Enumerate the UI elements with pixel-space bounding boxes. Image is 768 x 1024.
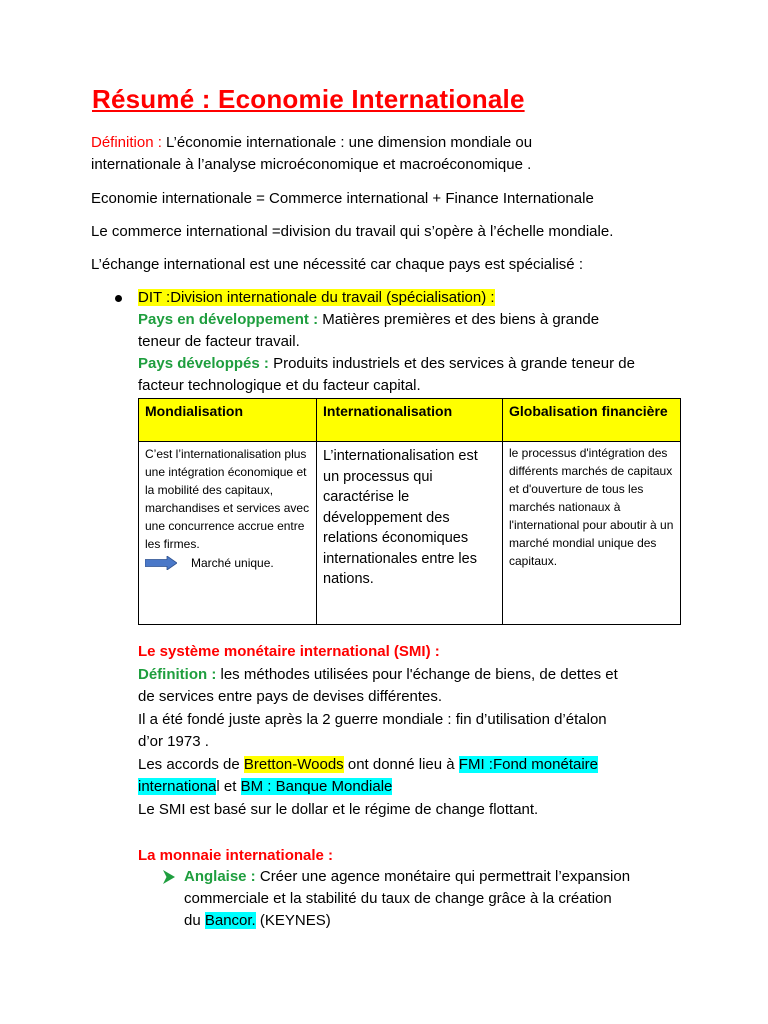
accords-middle: ont donné lieu à: [343, 756, 459, 773]
anglaise-text-2: commerciale et la stabilité du taux de change grâce à la création: [184, 890, 612, 907]
marche-unique-row: [145, 554, 310, 572]
cell-globalisation: le processus d'intégration des différents marchés de capitaux et d'ouverture de tous les marchés nationaux à l'international pour aboutir à un marché mondial unique des capitaux.: [503, 442, 681, 625]
accords-l: l: [216, 778, 220, 795]
pays-developpement-text-1: Matières premières et des biens à grande: [318, 311, 600, 328]
mondialisation-text: C’est l’internationalisation plus une intégration économique et la mobilité des capitaux, marchandises et services avec une concurrence accrue entre les firmes.: [145, 447, 310, 551]
bullet-dot-icon: [115, 295, 122, 302]
formula-line: Economie internationale = Commerce international + Finance Internationale: [91, 190, 594, 207]
monnaie-heading: [138, 845, 678, 867]
commerce-line: Le commerce international =division du travail qui s’opère à l’échelle mondiale.: [91, 223, 614, 240]
fmi-highlight: FMI :Fond monétaire: [458, 756, 598, 773]
pays-developpes-label: Pays développés :: [138, 355, 269, 372]
cell-internationalisation: L’internationalisation est un processus qui caractérise le développement des relations économiques internationales entre les nations.: [317, 442, 503, 625]
marche-unique-text: Marché unique.: [191, 556, 274, 570]
chevron-right-icon: [163, 870, 175, 884]
smi-fonde: [138, 709, 678, 753]
comparison-table: [138, 398, 681, 625]
smi-definition-text-1: les méthodes utilisées pour l'échange de biens, de dettes et: [216, 666, 618, 683]
keynes-text: (KEYNES): [255, 912, 331, 929]
definition-text-1: L’économie internationale : une dimension mondiale ou: [161, 134, 533, 151]
smi-definition-label: Définition :: [138, 666, 217, 683]
bancor-highlight: Bancor.: [204, 912, 256, 929]
accords-prefix: Les accords de: [138, 756, 244, 773]
definition-label: Définition :: [91, 134, 162, 151]
dit-label: DIT :Division internationale du travail (spécialisation) :: [138, 289, 495, 306]
page-title: Résumé : Economie Internationale: [92, 84, 525, 114]
anglaise-label: Anglaise :: [184, 868, 256, 885]
smi-fonde-text-2: d’or 1973 .: [138, 733, 209, 750]
pays-developpement-text-2: teneur de facteur travail.: [138, 333, 300, 350]
accords-et: et: [219, 778, 241, 795]
bretton-woods-highlight: Bretton-Woods: [243, 756, 344, 773]
smi-definition-text-2: de services entre pays de devises différentes.: [138, 688, 443, 705]
definition-text-2: internationale à l’analyse microéconomique et macroéconomique .: [91, 156, 532, 173]
pays-developpes: [138, 353, 678, 397]
echange-line: L’échange international est une nécessité car chaque pays est spécialisé :: [91, 256, 583, 273]
smi-heading-text: Le système monétaire international (SMI) :: [138, 643, 440, 660]
cell-mondialisation: [139, 442, 317, 625]
pays-developpes-text-1: Produits industriels et des services à grande teneur de: [268, 355, 635, 372]
right-arrow-icon: [145, 556, 177, 570]
dit-line: [138, 287, 678, 309]
table-header-row: [139, 399, 681, 442]
bm-highlight: BM : Banque Mondiale: [240, 778, 393, 795]
table-row: [139, 442, 681, 625]
smi-base: Le SMI est basé sur le dollar et le régime de change flottant.: [138, 801, 539, 818]
definition-paragraph: [91, 132, 691, 176]
anglaise-text-3-prefix: du: [184, 912, 205, 929]
header-mondialisation: Mondialisation: [139, 399, 317, 442]
header-internationalisation: Internationalisation: [317, 399, 503, 442]
smi-definition: [138, 664, 678, 708]
smi-heading: [138, 641, 678, 663]
fmi-highlight-2: internationa: [138, 778, 217, 795]
anglaise-text-1: Créer une agence monétaire qui permettrait l’expansion: [255, 868, 631, 885]
pays-developpes-text-2: facteur technologique et du facteur capital.: [138, 377, 421, 394]
pays-developpement: [138, 309, 678, 353]
smi-fonde-text-1: Il a été fondé juste après la 2 guerre mondiale : fin d’utilisation d’étalon: [138, 711, 607, 728]
smi-accords: [138, 754, 678, 798]
monnaie-heading-text: La monnaie internationale :: [138, 847, 334, 864]
anglaise-item: [184, 866, 684, 932]
header-globalisation: Globalisation financière: [503, 399, 681, 442]
pays-developpement-label: Pays en développement :: [138, 311, 319, 328]
